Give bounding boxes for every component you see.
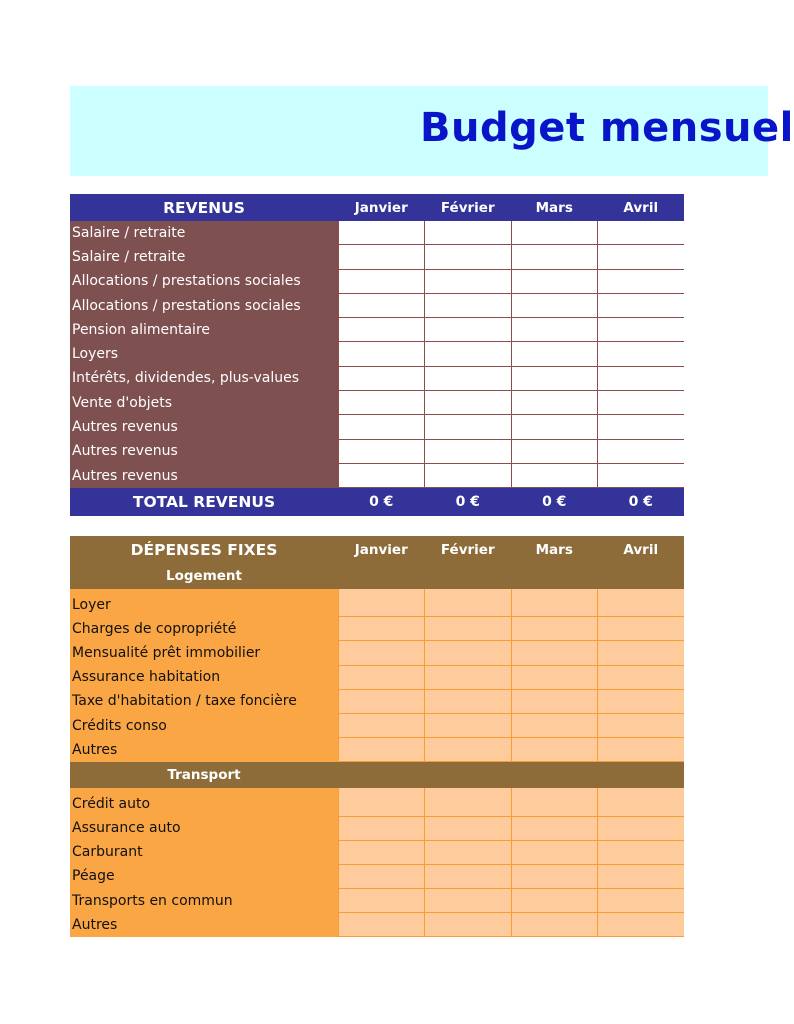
depenses-header-row (70, 536, 684, 563)
input-cell[interactable] (511, 342, 598, 366)
section-header: Logement (70, 563, 338, 589)
month-header-avril: Avril (598, 536, 685, 563)
revenus-row-label: Allocations / prestations sociales (70, 269, 338, 293)
revenus-row-label: Salaire / retraite (70, 221, 338, 245)
input-cell[interactable] (598, 245, 685, 269)
section-header-cell (511, 762, 598, 789)
input-cell[interactable] (511, 293, 598, 317)
revenus-table (70, 194, 684, 516)
input-cell[interactable] (425, 913, 512, 937)
input-cell[interactable] (425, 816, 512, 840)
depense-row-label: Carburant (70, 840, 338, 864)
input-cell[interactable] (511, 864, 598, 888)
total-value: 0 € (598, 488, 685, 517)
input-cell[interactable] (425, 318, 512, 342)
input-cell[interactable] (425, 617, 512, 641)
table-row (70, 593, 684, 617)
input-cell[interactable] (338, 269, 425, 293)
table-row (70, 342, 684, 366)
table-row (70, 366, 684, 390)
input-cell[interactable] (338, 463, 425, 487)
depense-row-label: Autres (70, 913, 338, 937)
input-cell[interactable] (598, 913, 685, 937)
table-row (70, 665, 684, 689)
input-cell[interactable] (338, 689, 425, 713)
table-row (70, 617, 684, 641)
section-header-row (70, 563, 684, 589)
input-cell[interactable] (598, 318, 685, 342)
table-row (70, 318, 684, 342)
total-value: 0 € (425, 488, 512, 517)
month-header-avril: Avril (598, 194, 685, 221)
title-banner (70, 86, 794, 176)
month-header-mars: Mars (511, 194, 598, 221)
input-cell[interactable] (511, 689, 598, 713)
input-cell[interactable] (511, 913, 598, 937)
input-cell[interactable] (511, 366, 598, 390)
revenus-row-label: Autres revenus (70, 415, 338, 439)
table-row (70, 689, 684, 713)
revenus-row-label: Allocations / prestations sociales (70, 293, 338, 317)
depenses-fixes-table (70, 536, 684, 937)
depense-row-label: Taxe d'habitation / taxe foncière (70, 689, 338, 713)
month-header-janvier: Janvier (338, 194, 425, 221)
section-header-cell (511, 563, 598, 589)
input-cell[interactable] (338, 293, 425, 317)
input-cell[interactable] (598, 366, 685, 390)
input-cell[interactable] (338, 617, 425, 641)
input-cell[interactable] (598, 617, 685, 641)
input-cell[interactable] (598, 665, 685, 689)
depense-row-label: Loyer (70, 593, 338, 617)
input-cell[interactable] (511, 617, 598, 641)
table-row (70, 913, 684, 937)
input-cell[interactable] (338, 318, 425, 342)
input-cell[interactable] (425, 463, 512, 487)
revenus-row-label: Loyers (70, 342, 338, 366)
input-cell[interactable] (511, 391, 598, 415)
input-cell[interactable] (338, 391, 425, 415)
input-cell[interactable] (511, 816, 598, 840)
input-cell[interactable] (511, 593, 598, 617)
table-row (70, 293, 684, 317)
input-cell[interactable] (598, 593, 685, 617)
table-row (70, 415, 684, 439)
table-row (70, 641, 684, 665)
depense-row-label: Mensualité prêt immobilier (70, 641, 338, 665)
input-cell[interactable] (338, 221, 425, 245)
total-revenus-row (70, 488, 684, 517)
input-cell[interactable] (425, 864, 512, 888)
table-row (70, 738, 684, 762)
section-header-row (70, 762, 684, 789)
input-cell[interactable] (511, 245, 598, 269)
table-row (70, 713, 684, 737)
depense-row-label: Assurance habitation (70, 665, 338, 689)
input-cell[interactable] (425, 641, 512, 665)
input-cell[interactable] (598, 415, 685, 439)
input-cell[interactable] (511, 889, 598, 913)
section-header-cell (598, 563, 685, 589)
input-cell[interactable] (425, 293, 512, 317)
input-cell[interactable] (511, 665, 598, 689)
input-cell[interactable] (425, 689, 512, 713)
input-cell[interactable] (598, 439, 685, 463)
input-cell[interactable] (598, 689, 685, 713)
input-cell[interactable] (425, 593, 512, 617)
input-cell[interactable] (338, 864, 425, 888)
title-clip (70, 86, 794, 176)
revenus-row-label: Pension alimentaire (70, 318, 338, 342)
input-cell[interactable] (425, 439, 512, 463)
revenus-row-label: Intérêts, dividendes, plus-values (70, 366, 338, 390)
revenus-row-label: Salaire / retraite (70, 245, 338, 269)
table-row (70, 221, 684, 245)
input-cell[interactable] (338, 665, 425, 689)
input-cell[interactable] (425, 415, 512, 439)
input-cell[interactable] (338, 713, 425, 737)
section-header-cell (598, 762, 685, 789)
input-cell[interactable] (338, 913, 425, 937)
table-row (70, 269, 684, 293)
input-cell[interactable] (511, 415, 598, 439)
total-value: 0 € (338, 488, 425, 517)
revenus-row-label: Vente d'objets (70, 391, 338, 415)
table-row (70, 439, 684, 463)
input-cell[interactable] (511, 792, 598, 816)
input-cell[interactable] (338, 342, 425, 366)
input-cell[interactable] (598, 792, 685, 816)
input-cell[interactable] (598, 463, 685, 487)
table-row (70, 889, 684, 913)
table-row (70, 840, 684, 864)
input-cell[interactable] (338, 415, 425, 439)
table-row (70, 816, 684, 840)
input-cell[interactable] (598, 816, 685, 840)
input-cell[interactable] (425, 792, 512, 816)
depense-row-label: Autres (70, 738, 338, 762)
input-cell[interactable] (338, 840, 425, 864)
input-cell[interactable] (598, 738, 685, 762)
input-cell[interactable] (338, 245, 425, 269)
depense-row-label: Péage (70, 864, 338, 888)
input-cell[interactable] (425, 391, 512, 415)
month-header-fevrier: Février (425, 194, 512, 221)
input-cell[interactable] (338, 889, 425, 913)
input-cell[interactable] (598, 713, 685, 737)
section-header-cell (425, 762, 512, 789)
input-cell[interactable] (425, 366, 512, 390)
depense-row-label: Transports en commun (70, 889, 338, 913)
input-cell[interactable] (598, 840, 685, 864)
input-cell[interactable] (425, 713, 512, 737)
input-cell[interactable] (598, 641, 685, 665)
depense-row-label: Crédits conso (70, 713, 338, 737)
input-cell[interactable] (598, 391, 685, 415)
input-cell[interactable] (425, 342, 512, 366)
input-cell[interactable] (425, 889, 512, 913)
input-cell[interactable] (598, 293, 685, 317)
input-cell[interactable] (425, 665, 512, 689)
input-cell[interactable] (338, 738, 425, 762)
input-cell[interactable] (338, 439, 425, 463)
table-row (70, 792, 684, 816)
input-cell[interactable] (511, 269, 598, 293)
input-cell[interactable] (511, 221, 598, 245)
section-header-cell (338, 762, 425, 789)
input-cell[interactable] (425, 245, 512, 269)
month-header-mars: Mars (511, 536, 598, 563)
input-cell[interactable] (425, 221, 512, 245)
input-cell[interactable] (598, 342, 685, 366)
input-cell[interactable] (598, 221, 685, 245)
input-cell[interactable] (511, 318, 598, 342)
input-cell[interactable] (511, 840, 598, 864)
input-cell[interactable] (425, 840, 512, 864)
input-cell[interactable] (598, 889, 685, 913)
total-value: 0 € (511, 488, 598, 517)
input-cell[interactable] (338, 366, 425, 390)
revenus-header-row (70, 194, 684, 221)
revenus-header: REVENUS (70, 194, 338, 221)
input-cell[interactable] (598, 864, 685, 888)
input-cell[interactable] (511, 641, 598, 665)
table-row (70, 864, 684, 888)
total-revenus-label: TOTAL REVENUS (70, 488, 338, 517)
revenus-row-label: Autres revenus (70, 463, 338, 487)
table-row (70, 391, 684, 415)
depense-row-label: Crédit auto (70, 792, 338, 816)
input-cell[interactable] (511, 463, 598, 487)
depenses-header: DÉPENSES FIXES (70, 536, 338, 563)
input-cell[interactable] (511, 439, 598, 463)
page-title: Budget mensuel (420, 105, 794, 151)
section-header-cell (425, 563, 512, 589)
depense-row-label: Charges de copropriété (70, 617, 338, 641)
table-row (70, 463, 684, 487)
input-cell[interactable] (511, 713, 598, 737)
input-cell[interactable] (425, 269, 512, 293)
depense-row-label: Assurance auto (70, 816, 338, 840)
table-row (70, 245, 684, 269)
input-cell[interactable] (338, 641, 425, 665)
input-cell[interactable] (338, 816, 425, 840)
section-header-cell (338, 563, 425, 589)
revenus-row-label: Autres revenus (70, 439, 338, 463)
section-header: Transport (70, 762, 338, 789)
month-header-fevrier: Février (425, 536, 512, 563)
input-cell[interactable] (338, 792, 425, 816)
month-header-janvier: Janvier (338, 536, 425, 563)
input-cell[interactable] (338, 593, 425, 617)
input-cell[interactable] (511, 738, 598, 762)
input-cell[interactable] (598, 269, 685, 293)
input-cell[interactable] (425, 738, 512, 762)
